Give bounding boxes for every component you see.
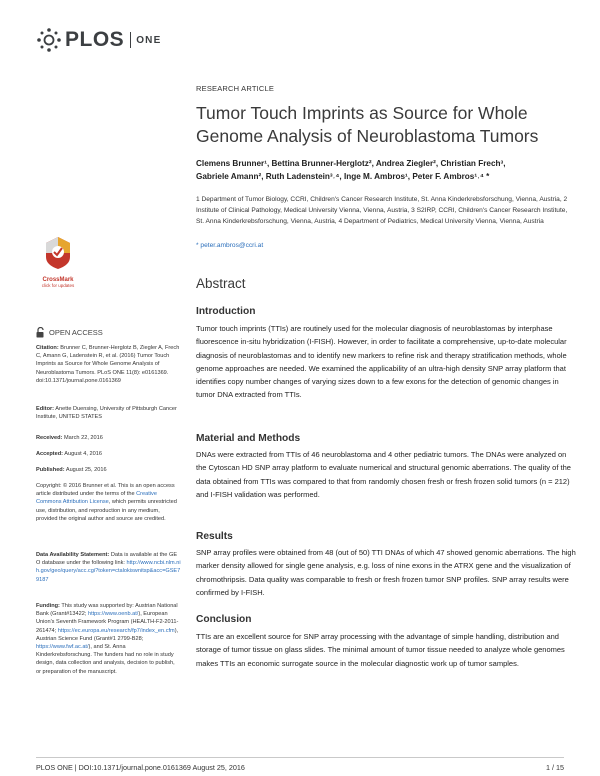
funding-link[interactable]: https://www.oenb.at/ — [87, 611, 139, 618]
received-date: March 22, 2016 — [64, 435, 103, 441]
copyright-block — [36, 482, 181, 523]
logo-divider — [130, 32, 131, 48]
copyright-text-post: , which permits unrestricted use, distribution, and reproduction in any medium, provided the original author and source are credited. — [36, 499, 177, 522]
license-link[interactable]: Creative Commons Attribution License — [36, 491, 157, 506]
data-availability-label: Data Availability Statement: — [36, 552, 110, 558]
funding-text: ), European Union's Seventh Framework Program (HEALTH-F2-2011-261474; — [36, 611, 179, 634]
editor-block — [36, 405, 181, 421]
accepted-date: August 4, 2016 — [64, 451, 102, 457]
accepted-block — [36, 450, 181, 458]
logo-plos-text: PLOS — [65, 28, 125, 51]
section-paragraph: SNP array profiles were obtained from 48 (out of 50) TTI DNAs of which 47 showed genomic aberrations. The high marker density allowed for single gene analysis, e.g. loss of nine exons in the ATRX gene and the visualization of chromothripsis. Data quality was comparable to fresh or fresh frozen tumor SNP profiles. SNP array results were confirmed by I-FISH. — [196, 548, 576, 597]
section-heading: Results — [196, 531, 233, 542]
funding-text: ), Austrian Science Fund (Grant#1 2799-B28; — [36, 627, 179, 642]
published-block — [36, 466, 181, 474]
abstract-heading: Abstract — [196, 276, 246, 291]
crossmark-label: CrossMark — [42, 277, 74, 283]
affiliations: 1 Department of Tumor Biology, CCRI, Children's Cancer Research Institute, St. Anna Kinderkrebsforschung, Vienna, Austria, 2 Institute of Clinical Pathology, Medical University Vienna, Vienna, Austria, 3 S2IRP, CCRI, Children's Cancer Research Institute, St. Anna Kinderkrebsforschung, Vienna, Austria, 4 Department of Pediatrics, Medical University Vienna, Vienna, Austria — [196, 196, 568, 225]
article-type: RESEARCH ARTICLE — [196, 84, 275, 93]
citation-block — [36, 344, 181, 385]
funding-label: Funding: — [36, 603, 60, 609]
section-heading: Conclusion — [196, 614, 252, 625]
section-paragraph: Tumor touch imprints (TTIs) are routinely used for the molecular diagnosis of neuroblastomas by interphase fluorescence in-situ hybridization (I-FISH). However, in order to facilitate a comprehensive, up-to-date molecular diagnosis of neuroblastomas and to identify new markers to refine risk and therapy stratification methods, whole genome approaches are needed. We examined the applicability of an ultra-high density SNP array platform that identifies copy number changes of varying sizes down to a few exons for the detection of genomic changes in tumor DNA extracted from TTIs. — [196, 324, 567, 400]
editor-label: Editor: — [36, 406, 55, 412]
footer-divider — [36, 757, 564, 758]
accepted-label: Accepted: — [36, 451, 64, 457]
funding-link[interactable]: https://www.fwf.ac.at/ — [36, 644, 89, 651]
article-title: Tumor Touch Imprints as Source for Whole Genome Analysis of Neuroblastoma Tumors — [196, 103, 539, 146]
open-lock-icon — [36, 327, 45, 338]
crossmark-icon — [43, 235, 73, 271]
funding-link[interactable]: https://ec.europa.eu/research/fp7/index_en.cfm — [57, 627, 175, 634]
section-heading: Introduction — [196, 306, 256, 317]
editor-text: Anette Duensing, University of Pittsburgh Cancer Institute, UNITED STATES — [36, 406, 177, 421]
author-list — [196, 158, 576, 183]
author-line[interactable]: Clemens Brunner¹, Bettina Brunner-Herglotz², Andrea Ziegler², Christian Frech³, — [196, 159, 506, 168]
data-availability-block — [36, 551, 181, 584]
crossmark-badge[interactable] — [36, 235, 80, 288]
plos-logo-icon — [36, 27, 62, 53]
section-paragraph: DNAs were extracted from TTIs of 46 neuroblastoma and 4 other pediatric tumors. The DNAs were analyzed on the Cytoscan HD SNP array platform to evaluate numerical and structural genomic aberrations. The quality of the data obtained from TTIs was compared to that from randomly chosen fresh or fresh frozen solid tumors (n = 212) and I-FISH validation was performed. — [196, 450, 571, 499]
citation-label: Citation: — [36, 345, 59, 351]
plos-one-logo — [36, 27, 161, 53]
received-label: Received: — [36, 435, 63, 441]
citation-text: Brunner C, Brunner-Herglotz B, Ziegler A, Frech C, Amann G, Ladenstein R, et al. (2016) Tumor Touch Imprints as Source for Whole Genome Analysis of Neuroblastoma Tumors. PLoS ONE 11(8): e0161369. doi:10.1371/journal.pone.0161369 — [36, 345, 180, 384]
corresponding-email[interactable]: * peter.ambros@ccri.at — [196, 242, 264, 249]
geo-link[interactable]: http://www.ncbi.nlm.nih.gov/geo/query/acc.cgi?token=ctalokiswnitsp&acc=GSE79187 — [36, 560, 181, 583]
published-date: August 25, 2016 — [65, 467, 107, 473]
data-availability-text: Data is available at the GEO database under the following link: — [36, 552, 178, 567]
received-block — [36, 434, 181, 442]
footer-citation: PLOS ONE | DOI:10.1371/journal.pone.0161369 August 25, 2016 — [36, 763, 245, 772]
funding-text: ), and St. Anna Kinderkrebsforschung. The funders had no role in study design, data collection and analysis, decision to publish, or preparation of the manuscript. — [36, 644, 175, 675]
open-access-label: OPEN ACCESS — [49, 328, 103, 337]
funding-block — [36, 602, 181, 676]
section-paragraph: TTIs are an excellent source for SNP array processing with the advantage of simple handling, distribution and storage of tumor tissue on glass slides. The minimal amount of tumor tissue needed to analyze whole genomes makes TTIs an economic surrogate source in the molecular diagnostic work up of tumor samples. — [196, 632, 565, 668]
crossmark-sublabel: click for updates — [41, 283, 75, 288]
open-access-badge — [36, 327, 103, 338]
copyright-text: Copyright: © 2016 Brunner et al. This is an open access article distributed under the terms of the — [36, 483, 175, 498]
funding-text: This study was supported by: Austrian National Bank (Grant#13422; — [36, 603, 178, 618]
page-number: 1 / 15 — [546, 763, 564, 772]
logo-one-text: ONE — [136, 34, 162, 46]
section-heading: Material and Methods — [196, 433, 301, 444]
published-label: Published: — [36, 467, 65, 473]
author-line[interactable]: Gabriele Amann², Ruth Ladenstein³˒⁴, Inge M. Ambros¹, Peter F. Ambros¹˒⁴ * — [196, 171, 490, 181]
